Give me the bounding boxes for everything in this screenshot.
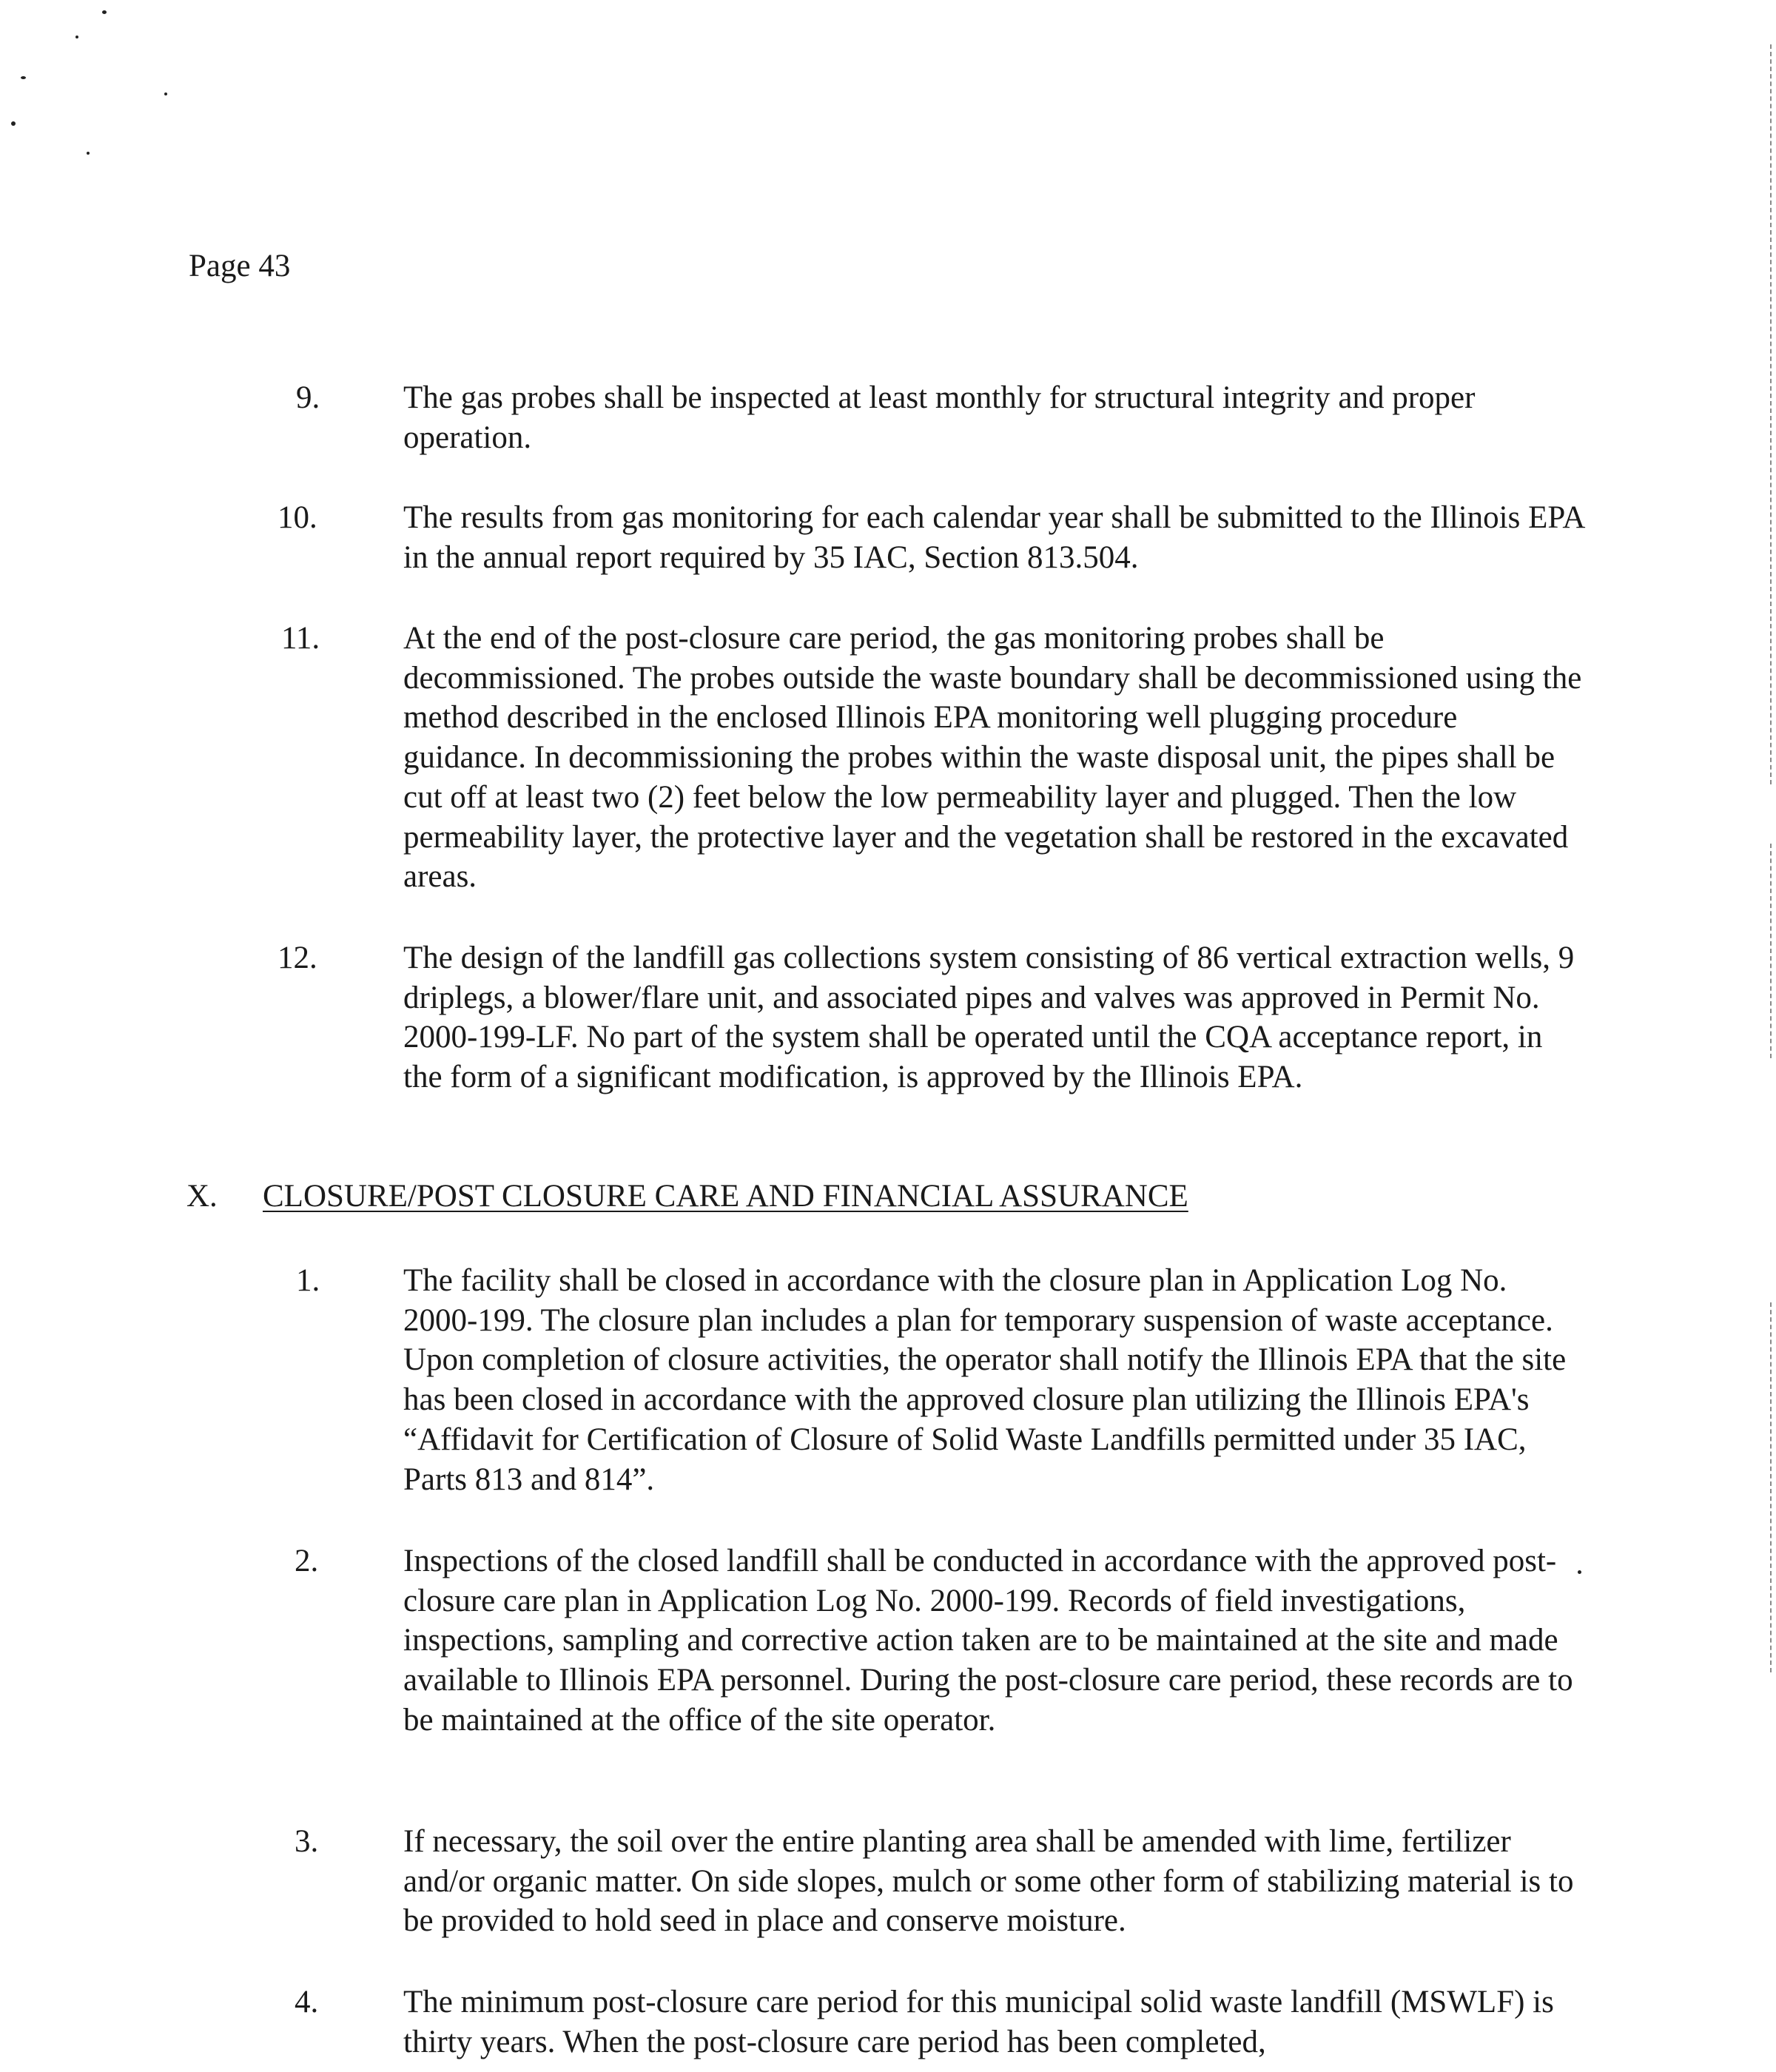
page-number: Page 43 bbox=[189, 249, 291, 283]
item-number: 11. bbox=[281, 621, 320, 656]
item-text: Inspections of the closed landfill shall be conducted in accordance with the approved post-closure care plan in Application Log No. 2000-199. Records of field investigations, inspections, sampling and corrective action taken are to be maintained at the site and made available to Illinois EPA personnel. During the post-closure care period, these records are to be maintained at the office of the site operator. bbox=[403, 1544, 1573, 1738]
item-text: The minimum post-closure care period for this municipal solid waste landfill (MSWLF) is thirty years. When the post-closure care period has been completed, bbox=[403, 1985, 1554, 2059]
scan-speck bbox=[164, 92, 167, 95]
scan-speck bbox=[21, 76, 26, 79]
scan-speck bbox=[11, 121, 16, 126]
item-number: 12. bbox=[278, 941, 317, 975]
item-text: At the end of the post-closure care period, the gas monitoring probes shall be decommissioned. The probes outside the waste boundary shall be decommissioned using the method described in the enclosed Illinois EPA monitoring well plugging procedure guidance. In decommissioning the probes within the waste disposal unit, the pipes shall be cut off at least two (2) feet below the low permeability layer and plugged. Then the low permeability layer, the protective layer and the vegetation shall be restored in the excavated areas. bbox=[403, 621, 1582, 895]
item-number: 9. bbox=[296, 380, 320, 415]
scan-edge-line bbox=[1770, 44, 1772, 784]
item-number: 4. bbox=[295, 1985, 319, 2019]
item-text: The design of the landfill gas collections system consisting of 86 vertical extraction wells, 9 driplegs, a blower/flare unit, and associated pipes and valves was approved in Permit No. 2000-199-LF. No part of the system shall be operated until the CQA acceptance report, in the form of a significant modification, is approved by the Illinois EPA. bbox=[403, 941, 1575, 1095]
section-number: X. bbox=[186, 1179, 218, 1214]
item-number: 3. bbox=[295, 1824, 319, 1859]
scan-speck bbox=[102, 10, 107, 14]
item-number: 1. bbox=[296, 1263, 320, 1298]
scan-edge-line bbox=[1770, 844, 1772, 1058]
scan-speck bbox=[75, 36, 78, 38]
item-text: The gas probes shall be inspected at least monthly for structural integrity and proper operation. bbox=[403, 380, 1476, 455]
scan-speck bbox=[87, 152, 90, 155]
scan-edge-line bbox=[1770, 1302, 1772, 1672]
item-number: 10. bbox=[278, 500, 317, 535]
item-text: The results from gas monitoring for each calendar year shall be submitted to the Illinois EPA in the annual report required by 35 IAC, Section 813.504. bbox=[403, 500, 1584, 575]
section-title: CLOSURE/POST CLOSURE CARE AND FINANCIAL ASSURANCE bbox=[263, 1179, 1188, 1214]
item-text: The facility shall be closed in accordance with the closure plan in Application Log No. 2000-199. The closure plan includes a plan for temporary suspension of waste acceptance. Upon completion of closure activities, the operator shall notify the Illinois EPA that the site has been closed in accordance with the approved closure plan utilizing the Illinois EPA's “Affidavit for Certification of Closure of Solid Waste Landfills permitted under 35 IAC, Parts 813 and 814”. bbox=[403, 1263, 1567, 1497]
item-number: 2. bbox=[295, 1544, 319, 1578]
item-text: If necessary, the soil over the entire planting area shall be amended with lime, fertilizer and/or organic matter. On side slopes, mulch or some other form of stabilizing material is to be provided to hold seed in place and conserve moisture. bbox=[403, 1824, 1574, 1939]
